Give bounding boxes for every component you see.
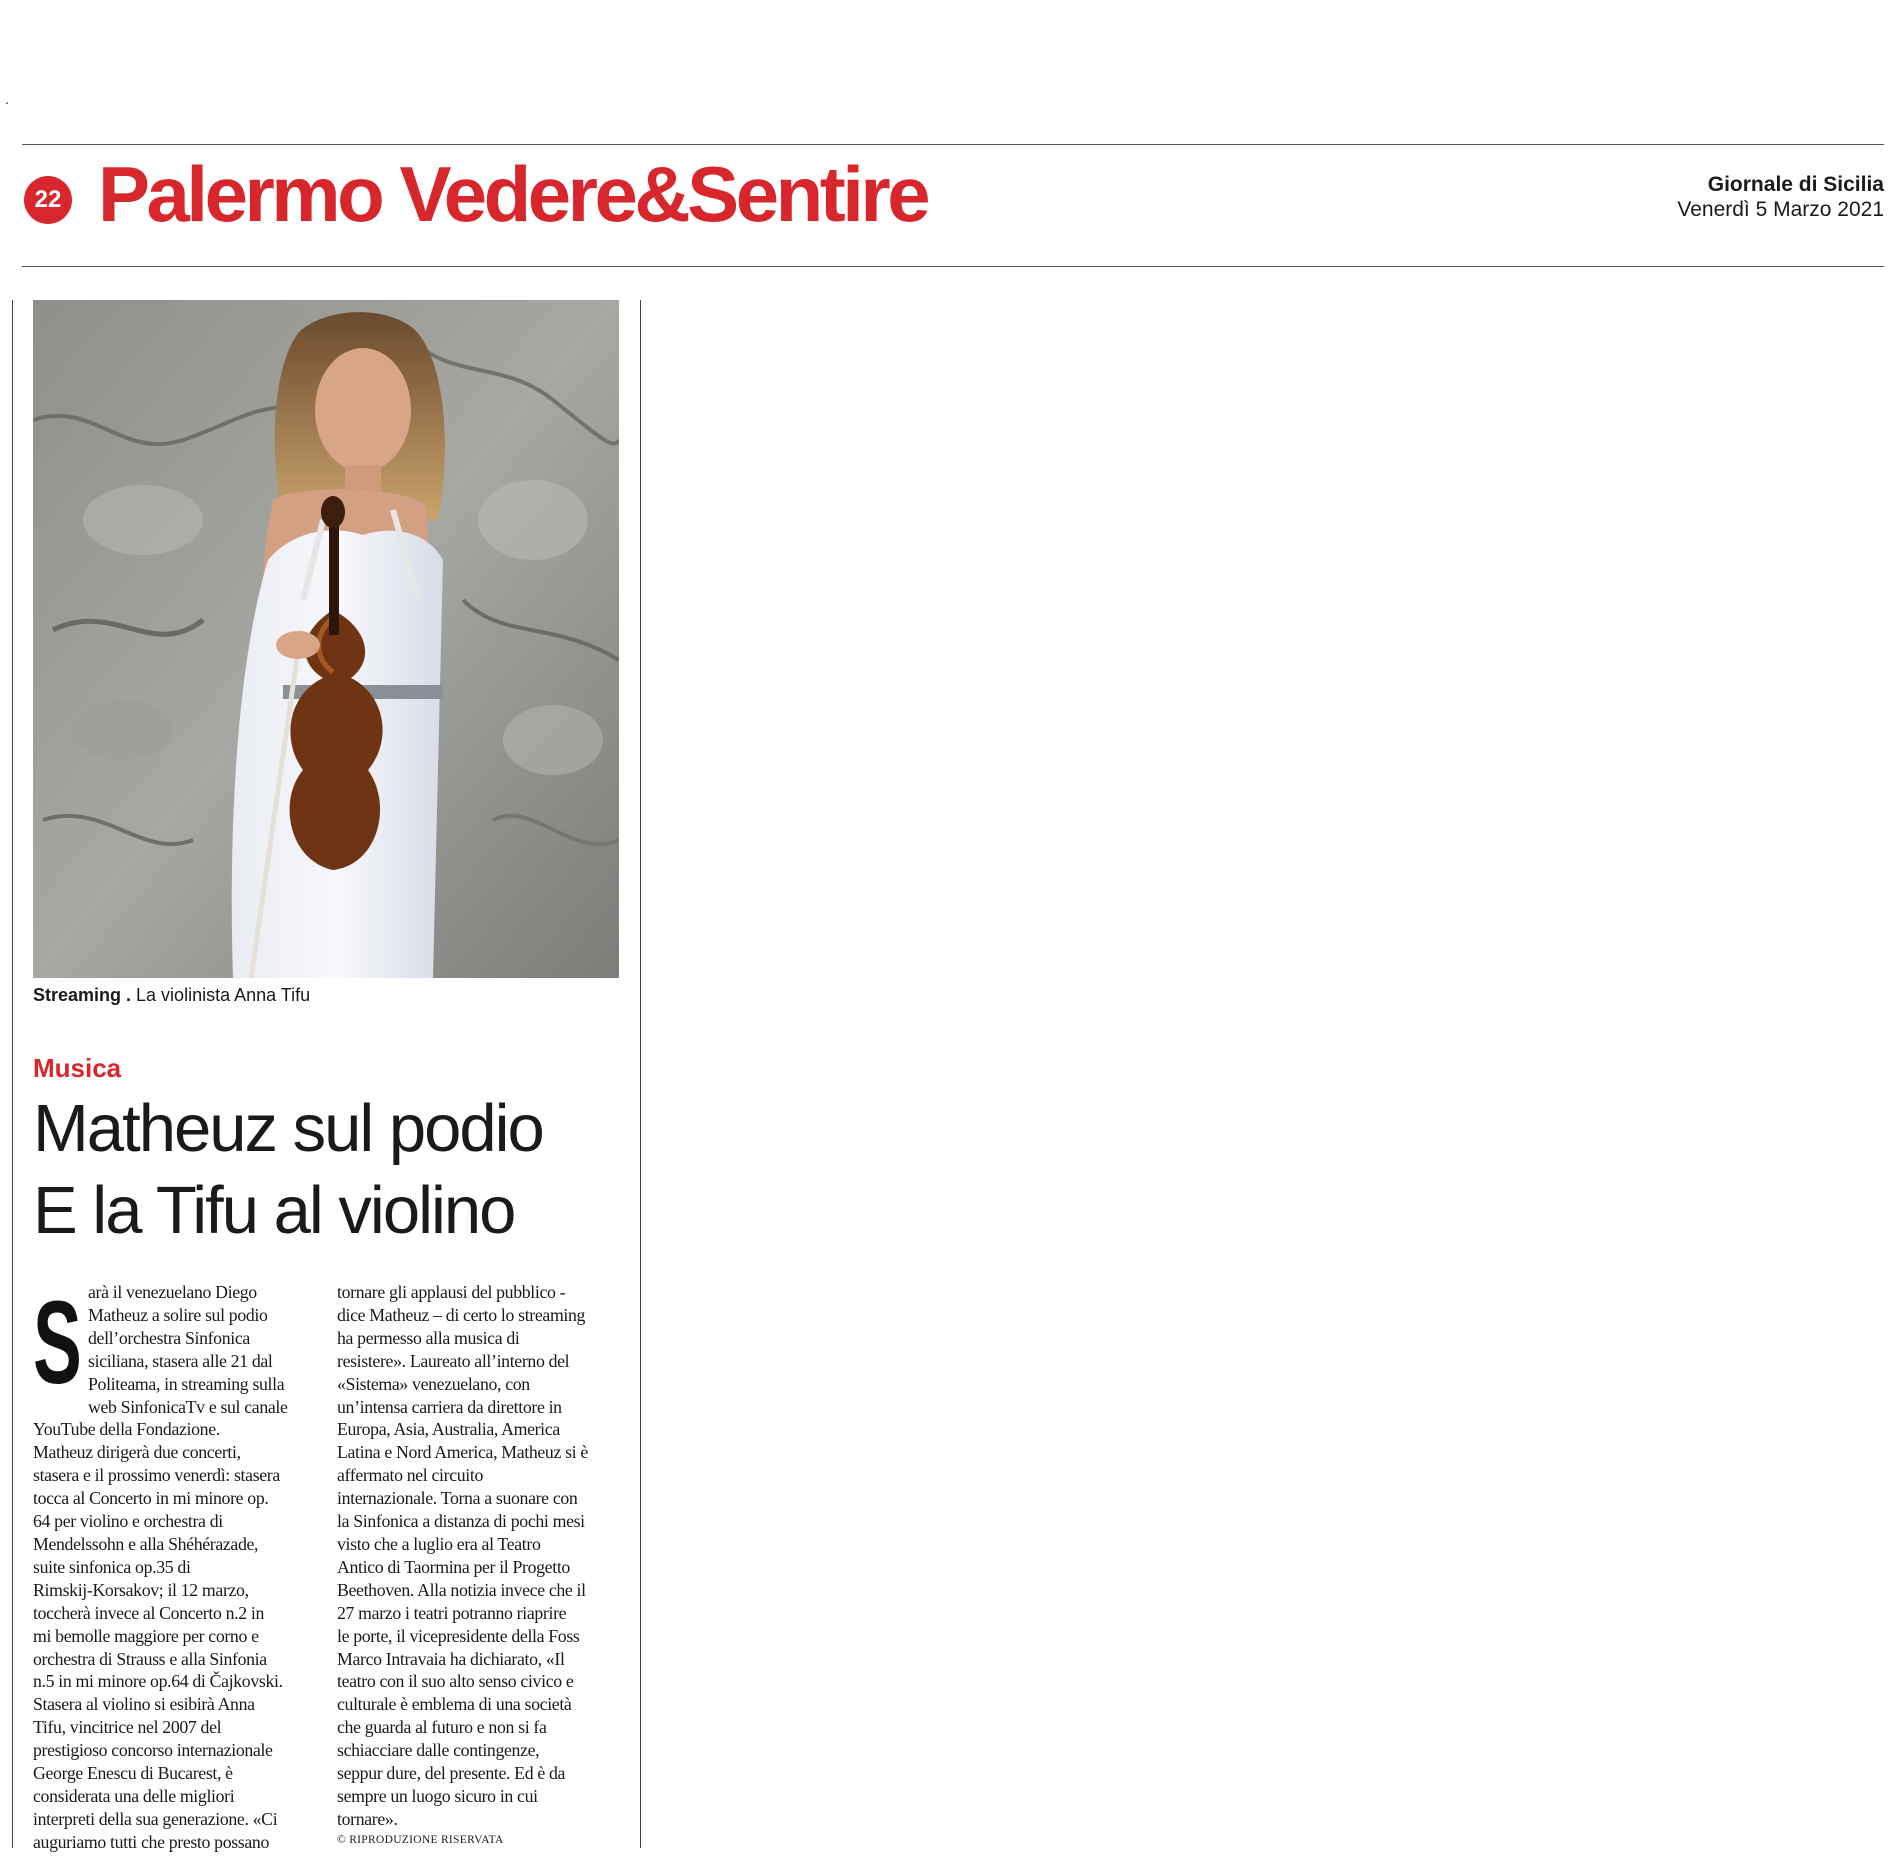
body-line: suite sinfonica op.35 di: [33, 1556, 191, 1577]
body-line: 27 marzo i teatri potranno riaprire: [337, 1602, 567, 1623]
body-line: la Sinfonica a distanza di pochi mesi: [337, 1511, 585, 1532]
body-line: auguriamo tutti che presto possano: [33, 1831, 269, 1852]
article-column-2: [337, 1281, 625, 1831]
caption-lead: Streaming .: [33, 985, 132, 1005]
column-divider-right: [640, 300, 641, 1848]
body-line: un’intensa carriera da direttore in: [337, 1396, 562, 1417]
section-title: Palermo Vedere&Sentire: [98, 150, 928, 238]
body-line: interpreti della sua generazione. «Ci: [33, 1808, 278, 1829]
body-line: siciliana, stasera alle 21 dal: [88, 1350, 273, 1371]
body-line: 64 per violino e orchestra di: [33, 1511, 223, 1532]
body-line: mi bemolle maggiore per corno e: [33, 1625, 259, 1646]
stray-mark: .: [5, 91, 9, 107]
copyright-notice: © RIPRODUZIONE RISERVATA: [337, 1834, 504, 1846]
body-line: YouTube della Fondazione.: [33, 1419, 220, 1440]
body-line: Antico di Taormina per il Progetto: [337, 1556, 570, 1577]
body-line: resistere». Laureato all’interno del: [337, 1350, 570, 1371]
body-line: teatro con il suo alto senso civico e: [337, 1671, 574, 1692]
body-line: Matheuz dirigerà due concerti,: [33, 1442, 241, 1463]
body-line: Marco Intravaia ha dichiarato, «Il: [337, 1648, 565, 1669]
body-line: tornare gli applausi del pubblico -: [337, 1282, 566, 1302]
photo-caption: [33, 983, 310, 1007]
body-line: Stasera al violino si esibirà Anna: [33, 1694, 255, 1715]
newspaper-name: Giornale di Sicilia: [1707, 173, 1884, 196]
column-divider-left: [12, 300, 13, 1848]
body-line: sempre un luogo sicuro in cui: [337, 1785, 538, 1806]
body-line: orchestra di Strauss e alla Sinfonia: [33, 1648, 267, 1669]
body-line: toccherà invece al Concerto n.2 in: [33, 1602, 265, 1623]
body-line: affermato nel circuito: [337, 1465, 484, 1486]
article-kicker: Musica: [33, 1053, 122, 1083]
body-line: «Sistema» venezuelano, con: [337, 1373, 530, 1394]
body-line: Politeama, in streaming sulla: [88, 1373, 285, 1394]
headline-line-2: E la Tifu al violino: [33, 1173, 515, 1248]
body-line: culturale è emblema di una società: [337, 1694, 572, 1715]
body-line: Tifu, vincitrice nel 2007 del: [33, 1717, 222, 1738]
article-headline: [33, 1088, 633, 1252]
body-line: che guarda al futuro e non si fa: [337, 1717, 547, 1738]
body-line: arà il venezuelano Diego: [88, 1282, 257, 1302]
body-line: Europa, Asia, Australia, America: [337, 1419, 560, 1440]
body-line: dell’orchestra Sinfonica: [88, 1327, 250, 1348]
issue-date: Venerdì 5 Marzo 2021: [1677, 198, 1884, 221]
body-line: Beethoven. Alla notizia invece che il: [337, 1579, 586, 1600]
article-column-1: [33, 1277, 321, 1854]
body-line: web SinfonicaTv e sul canale: [88, 1396, 288, 1417]
body-line: n.5 in mi minore op.64 di Čajkovski.: [33, 1671, 283, 1692]
body-line: Rimskij-Korsakov; il 12 marzo,: [33, 1579, 249, 1600]
caption-text: La violinista Anna Tifu: [131, 985, 311, 1005]
body-line: internazionale. Torna a suonare con: [337, 1488, 578, 1509]
body-line: le porte, il vicepresidente della Foss: [337, 1625, 580, 1646]
page-number-badge: 22: [24, 176, 72, 224]
body-line: Mendelssohn e alla Shéhérazade,: [33, 1533, 259, 1554]
body-line: prestigioso concorso internazionale: [33, 1740, 273, 1761]
body-line: Latina e Nord America, Matheuz si è: [337, 1442, 588, 1463]
header-top-rule: [22, 144, 1884, 145]
header-bottom-rule: [22, 266, 1884, 267]
body-line: Matheuz a solire sul podio: [88, 1304, 268, 1325]
body-line: George Enescu di Bucarest, è: [33, 1763, 233, 1784]
masthead: [1677, 172, 1884, 222]
body-line: considerata una delle migliori: [33, 1785, 235, 1806]
body-line: schiacciare dalle contingenze,: [337, 1740, 540, 1761]
body-line: ha permesso alla musica di: [337, 1327, 520, 1348]
body-line: tornare».: [337, 1808, 398, 1829]
body-line: stasera e il prossimo venerdì: stasera: [33, 1465, 280, 1486]
body-line: tocca al Concerto in mi minore op.: [33, 1488, 269, 1509]
drop-cap: S: [33, 1277, 82, 1409]
body-line: dice Matheuz – di certo lo streaming: [337, 1304, 586, 1325]
body-line: seppur dure, del presente. Ed è da: [337, 1763, 566, 1784]
headline-line-1: Matheuz sul podio: [33, 1091, 543, 1166]
violinist-photo: [33, 300, 619, 978]
body-line: visto che a luglio era al Teatro: [337, 1533, 541, 1554]
